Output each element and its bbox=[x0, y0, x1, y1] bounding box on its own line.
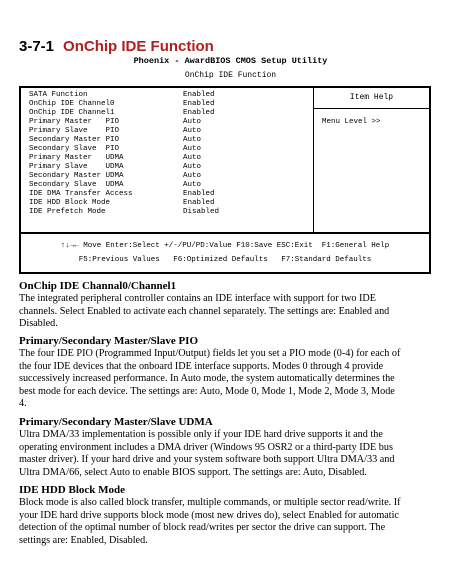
bios-screen-title: OnChip IDE Function bbox=[184, 71, 277, 80]
paragraph-hdd-block-mode bbox=[19, 497, 440, 547]
setting-label[interactable]: IDE HDD Block Mode bbox=[29, 199, 111, 207]
setting-label[interactable]: Secondary Master UDMA bbox=[29, 172, 124, 180]
item-help-panel bbox=[314, 88, 429, 232]
setting-label[interactable]: Secondary Slave UDMA bbox=[29, 181, 124, 189]
text-line: settings are: Enabled, Disabled. bbox=[19, 534, 148, 546]
menu-level-text: Menu Level >> bbox=[322, 118, 381, 126]
text-line: operating environment includes a DMA driver (Windows 95 OSR2 or a third-party IDE bus bbox=[19, 441, 393, 453]
text-line: master driver). If your hard drive and your system software both support Ultra DMA/33 and bbox=[19, 454, 395, 465]
setting-value[interactable]: Enabled bbox=[183, 199, 215, 207]
text-line: the four IDE devices that the onboard IDE interface supports. Modes 0 through 4 provide bbox=[19, 360, 384, 372]
paragraph-onchip-ide-channel bbox=[19, 293, 440, 331]
paragraph-pio bbox=[19, 348, 440, 411]
setting-value[interactable]: Auto bbox=[183, 145, 202, 153]
text-line: your IDE hard drive supports block mode (most new drives do), select Enabled for automatic bbox=[19, 509, 399, 521]
setting-value[interactable]: Enabled bbox=[183, 109, 215, 117]
setting-value[interactable]: Auto bbox=[183, 136, 202, 144]
setting-value[interactable]: Auto bbox=[183, 163, 202, 171]
section-title-text: OnChip IDE Function bbox=[63, 38, 214, 55]
setting-label[interactable]: Primary Slave UDMA bbox=[29, 163, 124, 171]
bios-utility-title: Phoenix - AwardBIOS CMOS Setup Utility bbox=[133, 56, 328, 66]
text-line: best mode for each device. The settings are: Auto, Mode 0, Mode 1, Mode 2, Mode 3, Mode bbox=[19, 385, 395, 397]
bios-key-legend bbox=[19, 234, 431, 274]
setting-label[interactable]: Primary Master UDMA bbox=[29, 154, 124, 162]
setting-label[interactable]: Primary Slave PIO bbox=[29, 127, 120, 135]
setting-value[interactable]: Auto bbox=[183, 181, 202, 189]
setting-value[interactable]: Disabled bbox=[183, 208, 220, 216]
key-legend-line-1: ↑↓→← Move Enter:Select +/-/PU/PD:Value F10:Save ESC:Exit F1:General Help bbox=[60, 242, 390, 250]
setting-label[interactable]: IDE Prefetch Mode bbox=[29, 208, 106, 216]
text-line: detection of the optimal number of block read/writes per sector the drive can support. The bbox=[19, 522, 386, 533]
text-line: successively increased performance. In Auto mode, the system automatically determines the bbox=[19, 373, 395, 384]
setting-value[interactable]: Auto bbox=[183, 127, 202, 135]
text-line: The four IDE PIO (Programmed Input/Output) fields let you set a PIO mode (0-4) for each of bbox=[19, 348, 401, 359]
setting-value[interactable]: Auto bbox=[183, 172, 202, 180]
setting-value[interactable]: Auto bbox=[183, 118, 202, 126]
text-line: 4. bbox=[19, 398, 27, 409]
heading-udma: Primary/Secondary Master/Slave UDMA bbox=[19, 416, 213, 428]
setting-label[interactable]: Primary Master PIO bbox=[29, 118, 120, 126]
section-title bbox=[19, 38, 214, 55]
heading-pio: Primary/Secondary Master/Slave PIO bbox=[19, 335, 199, 347]
setting-value[interactable]: Auto bbox=[183, 154, 202, 162]
setting-value[interactable]: Enabled bbox=[183, 91, 215, 99]
bios-settings-list bbox=[21, 88, 314, 232]
text-line: Disabled. bbox=[19, 318, 58, 329]
setting-label[interactable]: OnChip IDE Channel0 bbox=[29, 100, 115, 108]
heading-onchip-ide-channel: OnChip IDE Channal0/Channel1 bbox=[19, 280, 177, 292]
text-line: Ultra DMA/66, select Auto to enable BIOS support. The settings are: Auto, Disabled. bbox=[19, 466, 367, 478]
text-line: Block mode is also called block transfer, multiple commands, or multiple sector read/write. If bbox=[19, 497, 401, 508]
setting-label[interactable]: Secondary Slave PIO bbox=[29, 145, 120, 153]
heading-hdd-block-mode: IDE HDD Block Mode bbox=[19, 484, 126, 496]
section-number: 3-7-1 bbox=[19, 38, 55, 55]
setting-value[interactable]: Enabled bbox=[183, 190, 215, 198]
text-line: Ultra DMA/33 implementation is possible only if your IDE hard drive supports it and the bbox=[19, 429, 383, 440]
item-help-title: Item Help bbox=[314, 88, 429, 109]
setting-label[interactable]: IDE DMA Transfer Access bbox=[29, 190, 133, 198]
paragraph-udma bbox=[19, 429, 440, 479]
setting-label[interactable]: OnChip IDE Channel1 bbox=[29, 109, 115, 117]
setting-label[interactable]: SATA Function bbox=[29, 91, 88, 99]
text-line: The integrated peripheral controller contains an IDE interface with support for two IDE bbox=[19, 293, 376, 304]
key-legend-line-2: F5:Previous Values F6:Optimized Defaults F7:Standard Defaults bbox=[78, 256, 372, 264]
text-line: channels. Select Enabled to activate each channel separately. The settings are: Enabled and bbox=[19, 305, 390, 317]
setting-value[interactable]: Enabled bbox=[183, 100, 215, 108]
setting-label[interactable]: Secondary Master PIO bbox=[29, 136, 120, 144]
bios-setup-panel bbox=[19, 86, 431, 234]
